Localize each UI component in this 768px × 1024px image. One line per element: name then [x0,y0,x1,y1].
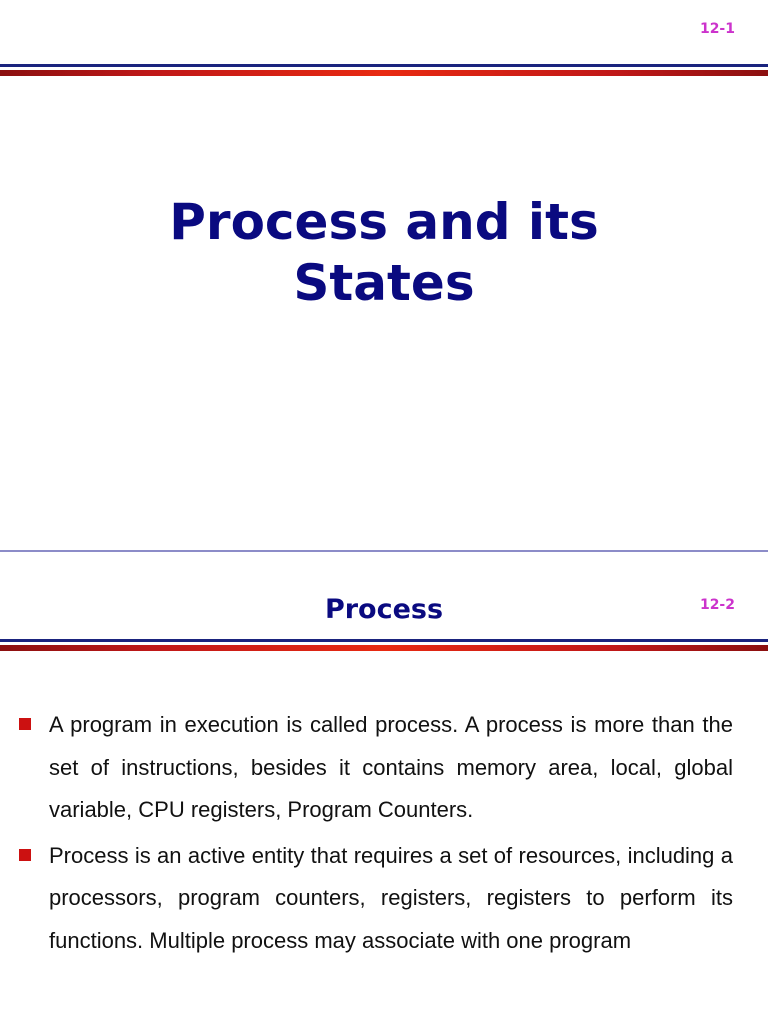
square-bullet-icon [19,718,31,730]
slide-2 [0,552,768,1024]
slide-number: 12-1 [699,21,735,37]
bullet-list [0,704,768,962]
header-rule-blue [0,64,768,67]
header-rule-blue [0,639,768,642]
header-rule-red [0,70,768,76]
list-item [49,835,733,963]
slide-title: Process [324,594,444,625]
bullet-text: A program in execution is called process. A process is more than the set of instructions, besides it contains memory area, local, global variable, CPU registers, Program Counters. [49,712,733,822]
slide-title [0,192,768,314]
slide-number: 12-2 [699,597,735,613]
header-rule-red [0,645,768,651]
list-item [49,704,733,832]
slide-title-line-2: States [293,254,475,312]
bullet-text: Process is an active entity that requires a set of resources, including a processors, program counters, registers, registers to perform its functions. Multiple process may associate with one program [49,842,733,953]
slide-title-line-1: Process and its [169,193,599,251]
square-bullet-icon [19,849,31,861]
